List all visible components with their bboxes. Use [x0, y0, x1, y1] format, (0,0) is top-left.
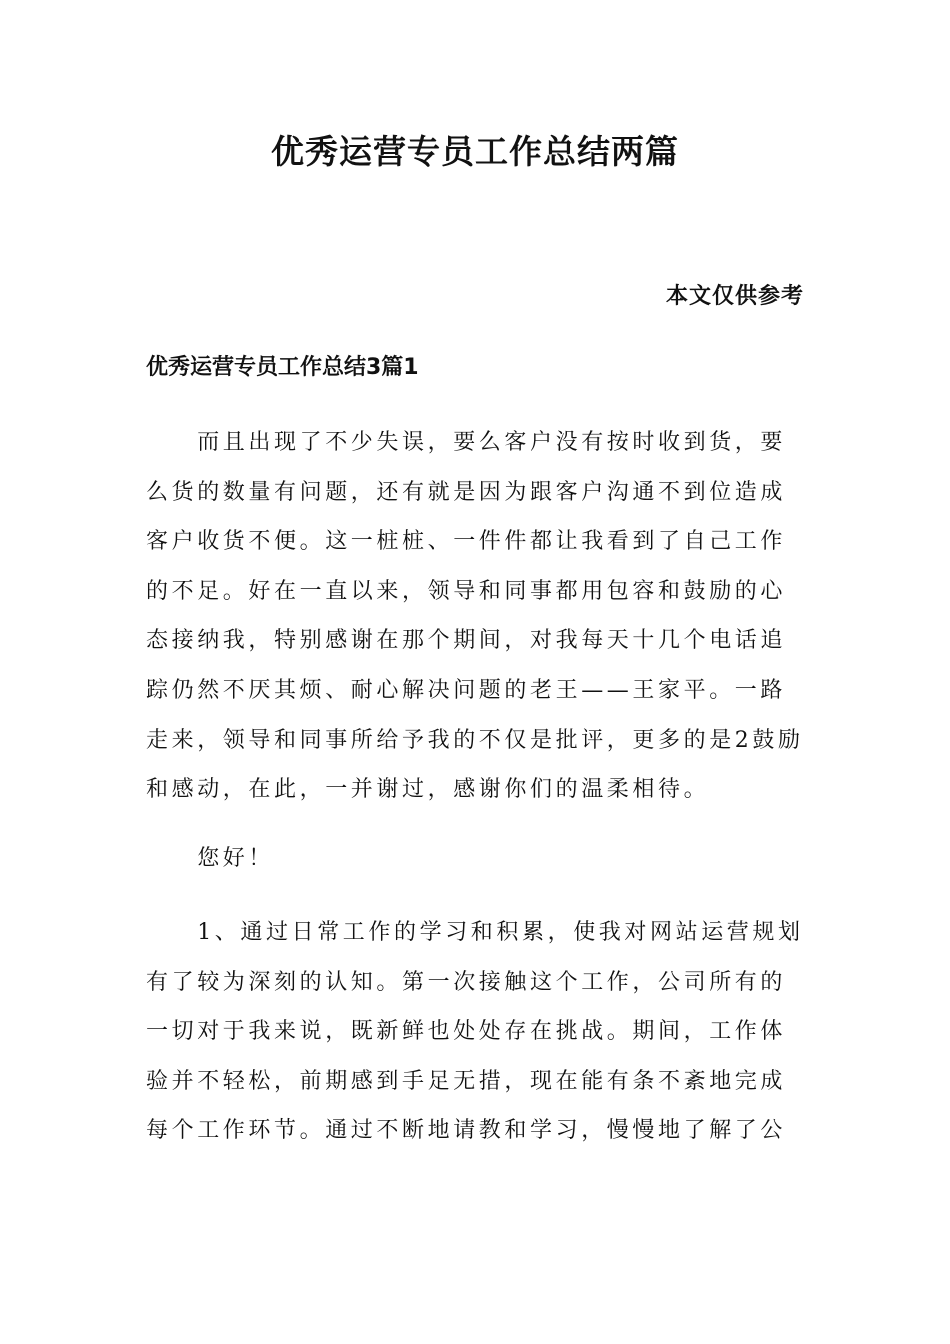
paragraph-line: 走来，领导和同事所给予我的不仅是批评，更多的是2鼓励: [146, 727, 804, 753]
paragraph-line: 客户收货不便。这一桩桩、一件件都让我看到了自己工作: [146, 529, 787, 555]
body-paragraph-1: [146, 418, 806, 815]
paragraph-line: 而且出现了不少失误，要么客户没有按时收到货，要: [146, 430, 787, 455]
paragraph-line: 验并不轻松，前期感到手足无措，现在能有条不紊地完成: [146, 1068, 787, 1094]
paragraph-line: 踪仍然不厌其烦、耐心解决问题的老王——王家平。一路: [146, 677, 787, 703]
body-paragraph-2: [146, 834, 806, 884]
document-title: 优秀运营专员工作总结两篇: [271, 132, 679, 171]
paragraph-line: 您好！: [146, 846, 275, 871]
paragraph-line: 的不足。好在一直以来，领导和同事都用包容和鼓励的心: [146, 578, 787, 604]
paragraph-line: 态接纳我，特别感谢在那个期间，对我每天十几个电话追: [146, 628, 787, 654]
paragraph-line: 1、通过日常工作的学习和积累，使我对网站运营规划: [146, 920, 804, 945]
paragraph-line: 有了较为深刻的认知。第一次接触这个工作，公司所有的: [146, 969, 787, 995]
paragraph-line: 一切对于我来说，既新鲜也处处存在挑战。期间，工作体: [146, 1019, 787, 1045]
reference-note: 本文仅供参考: [665, 283, 804, 309]
paragraph-line: 每个工作环节。通过不断地请教和学习，慢慢地了解了公: [146, 1118, 787, 1144]
section-heading: 优秀运营专员工作总结3篇1: [146, 355, 419, 380]
paragraph-line: 和感动，在此，一并谢过，感谢你们的温柔相待。: [146, 777, 710, 803]
body-paragraph-3: [146, 908, 806, 1156]
paragraph-line: 么货的数量有问题，还有就是因为跟客户沟通不到位造成: [146, 479, 787, 505]
